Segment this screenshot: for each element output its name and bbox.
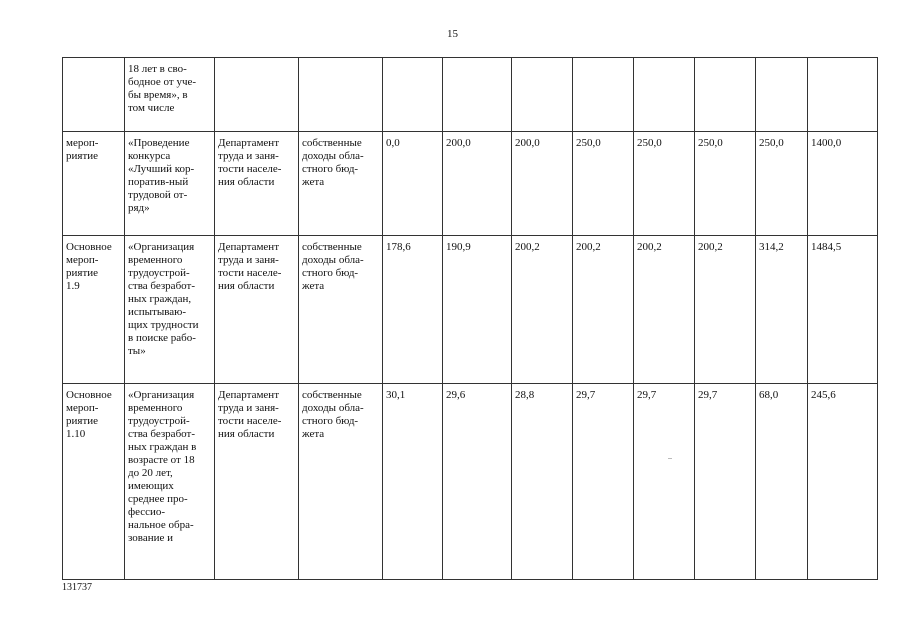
cell-value-year-7 (756, 384, 808, 580)
cell-value-year-2 (443, 236, 512, 384)
cell-text-line: ния области (218, 176, 275, 188)
cell-value-year-7 (756, 236, 808, 384)
cell-value-year-5 (634, 236, 695, 384)
cell-text-line: имеющих (128, 480, 174, 492)
cell-value-year-1 (383, 132, 443, 236)
cell-value-year-4 (573, 132, 634, 236)
cell-value-year-7 (756, 132, 808, 236)
cell-text-line: зование и (128, 532, 174, 544)
cell-text-line: фессио- (128, 506, 166, 518)
cell-text-line: мероп- (66, 137, 99, 149)
cell-value-total (808, 236, 878, 384)
cell-text-line: собственные (302, 389, 362, 401)
cell-text-line: «Организация (128, 241, 195, 253)
footer-document-code: 131737 (62, 582, 92, 593)
cell-row-type (63, 132, 125, 236)
cell-text-line: 0,0 (386, 137, 400, 149)
cell-funding-source (299, 132, 383, 236)
cell-text-line: риятие (66, 267, 99, 279)
cell-text-line: временного (128, 254, 183, 266)
cell-text-line: 30,1 (386, 389, 406, 401)
cell-text-line: 200,0 (446, 137, 471, 149)
cell-text-line: возрасте от 18 (128, 454, 195, 466)
cell-text-line: ных граждан в (128, 441, 197, 453)
cell-value-total (808, 58, 878, 132)
cell-text-line: риятие (66, 415, 99, 427)
cell-text-line: ты» (128, 345, 146, 357)
cell-executor (215, 58, 299, 132)
cell-text-line: тости населе- (218, 267, 282, 279)
cell-funding-source (299, 384, 383, 580)
table-row (63, 58, 878, 132)
cell-text-line: собственные (302, 241, 362, 253)
cell-text-line: испытываю- (128, 306, 187, 318)
cell-value-year-2 (443, 384, 512, 580)
cell-measure-name (125, 132, 215, 236)
cell-text-line: мероп- (66, 254, 99, 266)
cell-value-year-2 (443, 58, 512, 132)
cell-text-line: Департамент (218, 389, 280, 401)
cell-text-line: том числе (128, 102, 175, 114)
cell-text-line: жета (302, 428, 325, 440)
cell-text-line: доходы обла- (302, 402, 364, 414)
cell-row-type (63, 384, 125, 580)
cell-value-year-1 (383, 384, 443, 580)
cell-text-line: Департамент (218, 137, 280, 149)
cell-row-type (63, 236, 125, 384)
cell-text-line: ряд» (128, 202, 150, 214)
cell-value-year-5 (634, 58, 695, 132)
scan-artifact (668, 458, 672, 459)
cell-value-year-4 (573, 58, 634, 132)
cell-text-line: тости населе- (218, 415, 282, 427)
cell-text-line: временного (128, 402, 183, 414)
cell-text-line: собственные (302, 137, 362, 149)
cell-text-line: 29,7 (576, 389, 596, 401)
cell-text-line: 18 лет в сво- (128, 63, 187, 75)
cell-text-line: 68,0 (759, 389, 779, 401)
cell-value-year-4 (573, 236, 634, 384)
cell-text-line: щих трудности (128, 319, 199, 331)
table-row (63, 236, 878, 384)
cell-text-line: труда и заня- (218, 402, 279, 414)
cell-value-total (808, 384, 878, 580)
cell-value-year-6 (695, 236, 756, 384)
cell-text-line: Основное (66, 241, 112, 253)
cell-value-year-1 (383, 58, 443, 132)
cell-text-line: жета (302, 176, 325, 188)
cell-text-line: нальное обра- (128, 519, 194, 531)
cell-text-line: доходы обла- (302, 254, 364, 266)
cell-text-line: 29,7 (698, 389, 718, 401)
cell-text-line: трудоустрой- (128, 267, 190, 279)
cell-text-line: трудоустрой- (128, 415, 190, 427)
cell-text-line: конкурса (128, 150, 171, 162)
cell-value-year-5 (634, 384, 695, 580)
cell-value-year-6 (695, 384, 756, 580)
cell-text-line: стного бюд- (302, 415, 359, 427)
cell-value-year-3 (512, 58, 573, 132)
cell-text-line: риятие (66, 150, 99, 162)
cell-text-line: в поиске рабо- (128, 332, 196, 344)
cell-text-line: жета (302, 280, 325, 292)
budget-table (62, 57, 878, 580)
cell-value-total (808, 132, 878, 236)
cell-measure-name (125, 58, 215, 132)
cell-text-line: 29,7 (637, 389, 657, 401)
cell-text-line: стного бюд- (302, 163, 359, 175)
cell-funding-source (299, 236, 383, 384)
table-row (63, 384, 878, 580)
cell-text-line: 1484,5 (811, 241, 842, 253)
page-number: 15 (447, 28, 458, 40)
table-row (63, 132, 878, 236)
cell-text-line: труда и заня- (218, 150, 279, 162)
cell-text-line: ния области (218, 428, 275, 440)
cell-text-line: Основное (66, 389, 112, 401)
cell-text-line: «Проведение (128, 137, 190, 149)
cell-measure-name (125, 236, 215, 384)
cell-text-line: 1400,0 (811, 137, 842, 149)
cell-text-line: доходы обла- (302, 150, 364, 162)
cell-value-year-3 (512, 384, 573, 580)
cell-text-line: 200,2 (576, 241, 601, 253)
cell-text-line: стного бюд- (302, 267, 359, 279)
cell-text-line: мероп- (66, 402, 99, 414)
cell-value-year-3 (512, 132, 573, 236)
cell-text-line: 178,6 (386, 241, 411, 253)
cell-value-year-3 (512, 236, 573, 384)
cell-text-line: «Лучший кор- (128, 163, 195, 175)
cell-text-line: ства безработ- (128, 428, 195, 440)
cell-text-line: 1.9 (66, 280, 80, 292)
cell-value-year-6 (695, 132, 756, 236)
cell-text-line: ния области (218, 280, 275, 292)
cell-text-line: Департамент (218, 241, 280, 253)
cell-text-line: ных граждан, (128, 293, 192, 305)
cell-text-line: среднее про- (128, 493, 188, 505)
cell-text-line: 250,0 (759, 137, 784, 149)
cell-value-year-4 (573, 384, 634, 580)
cell-text-line: 28,8 (515, 389, 535, 401)
cell-text-line: 250,0 (576, 137, 601, 149)
cell-executor (215, 384, 299, 580)
cell-funding-source (299, 58, 383, 132)
cell-text-line: ства безработ- (128, 280, 195, 292)
cell-text-line: 200,2 (698, 241, 723, 253)
cell-value-year-7 (756, 58, 808, 132)
cell-value-year-2 (443, 132, 512, 236)
cell-text-line: 245,6 (811, 389, 836, 401)
cell-text-line: 314,2 (759, 241, 784, 253)
cell-text-line: поратив-ный (128, 176, 189, 188)
cell-text-line: 200,0 (515, 137, 540, 149)
cell-text-line: 250,0 (637, 137, 662, 149)
cell-executor (215, 236, 299, 384)
cell-text-line: 200,2 (515, 241, 540, 253)
cell-value-year-5 (634, 132, 695, 236)
cell-executor (215, 132, 299, 236)
cell-text-line: 29,6 (446, 389, 466, 401)
cell-text-line: до 20 лет, (128, 467, 173, 479)
cell-row-type (63, 58, 125, 132)
cell-text-line: трудовой от- (128, 189, 188, 201)
cell-text-line: бы время», в (128, 89, 188, 101)
cell-value-year-6 (695, 58, 756, 132)
cell-text-line: бодное от уче- (128, 76, 197, 88)
cell-measure-name (125, 384, 215, 580)
cell-text-line: 250,0 (698, 137, 723, 149)
cell-text-line: 1.10 (66, 428, 86, 440)
cell-text-line: труда и заня- (218, 254, 279, 266)
cell-text-line: «Организация (128, 389, 195, 401)
cell-value-year-1 (383, 236, 443, 384)
cell-text-line: тости населе- (218, 163, 282, 175)
cell-text-line: 190,9 (446, 241, 471, 253)
cell-text-line: 200,2 (637, 241, 662, 253)
